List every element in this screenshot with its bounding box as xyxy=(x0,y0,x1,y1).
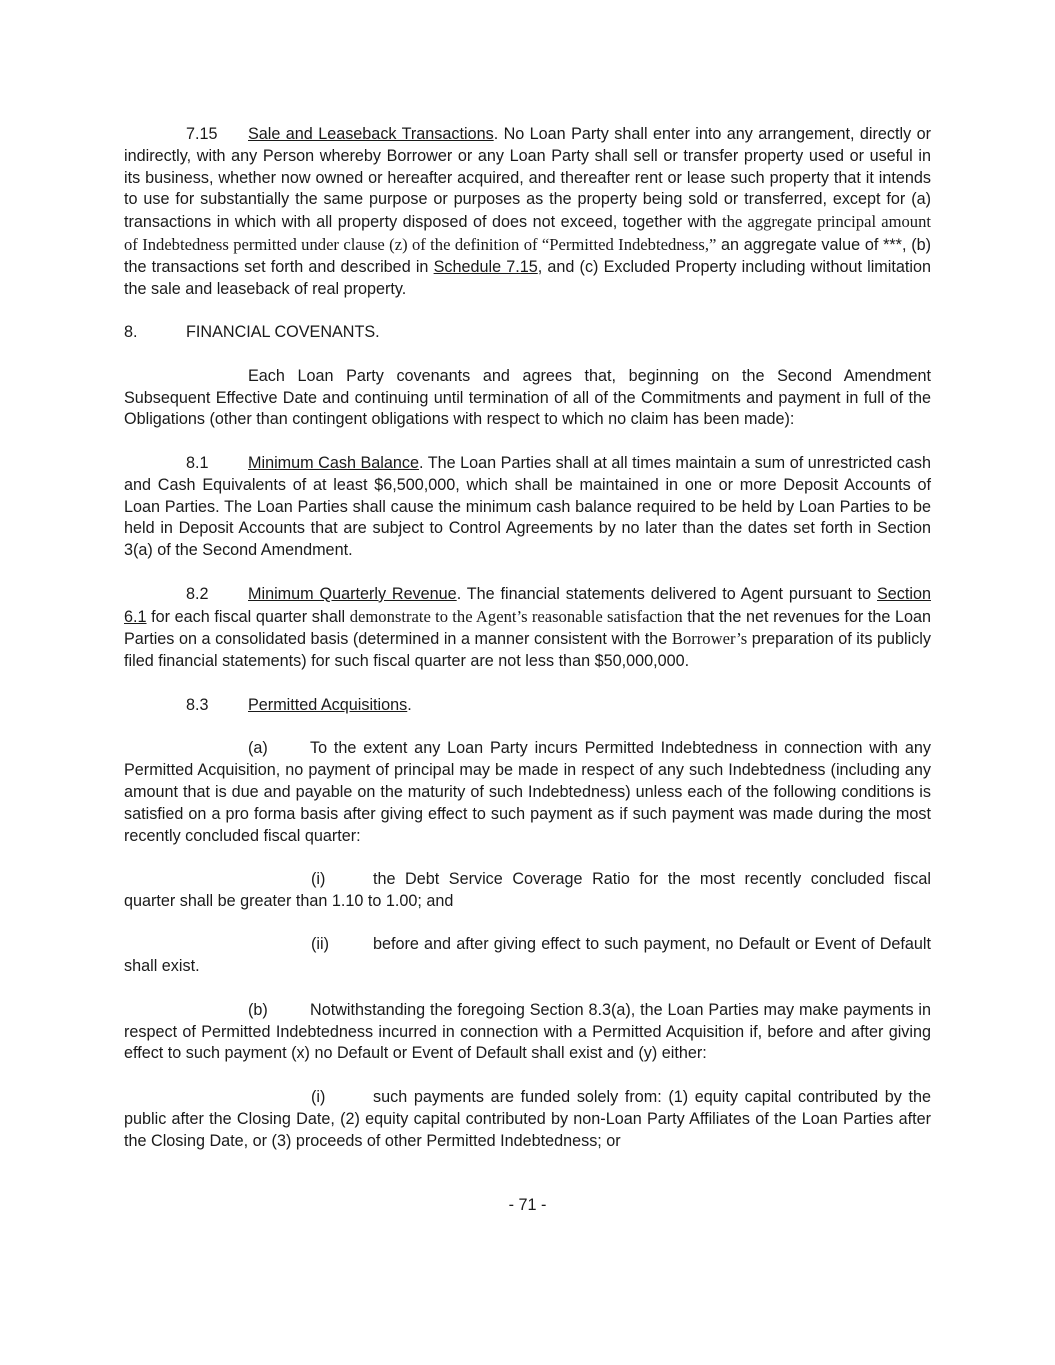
section-8-2-text-b: for each fiscal quarter shall xyxy=(146,607,350,626)
section-8-3-b-i-text: such payments are funded solely from: (1) equity capital contributed by the public after the Closing Date, (2) equity capital contributed by non-Loan Party Affiliates of the Loan Parties after the Closing Date, or (3) proceeds of other Permitted Indebtedness; or xyxy=(124,1088,931,1150)
section-7-15-title: Sale and Leaseback Transactions xyxy=(248,125,494,143)
section-8-2-title: Minimum Quarterly Revenue xyxy=(248,584,457,603)
section-8-2-number: 8.2 xyxy=(186,584,209,603)
section-8-3-a-label: (a) xyxy=(248,739,268,758)
section-8-3-heading xyxy=(124,695,931,717)
section-8-3-b-label: (b) xyxy=(248,1000,268,1019)
section-8-3-number: 8.3 xyxy=(186,695,209,714)
section-8-2-text-serif: demonstrate to the Agent’s reasonable satisfaction xyxy=(349,606,683,626)
schedule-7-15-reference: Schedule 7.15 xyxy=(433,257,538,276)
section-8-3-a-paragraph xyxy=(124,738,931,847)
section-7-15-text-a: . No Loan Party shall enter into any arrangement, directly or indirectly, with any Person whereby Borrower or any Loan Party shall sell or transfer property used or useful in its business, whether now owned or hereafter acquired, and thereafter rent or lease such property that it intends to use for substantially the same purpose or purposes as the property being sold or transferred, except for (a) transactions in which with all property disposed of does not exceed, together with xyxy=(124,125,931,232)
section-8-heading xyxy=(124,322,931,344)
section-8-2-text-d: preparation of its publicly filed financial statements) for such fiscal quarter are not less than $50,000,000. xyxy=(124,630,931,671)
section-8-number: 8. xyxy=(124,323,138,342)
section-8-title: FINANCIAL COVENANTS. xyxy=(186,323,380,342)
section-6-1-reference: Section 6.1 xyxy=(124,584,931,626)
section-8-2-text-serif2: Borrower’s xyxy=(671,629,748,649)
section-8-intro: Each Loan Party covenants and agrees that, beginning on the Second Amendment Subsequent Effective Date and continuing until termination of all of the Commitments and payment in full of the Obligations (other than contingent obligations with respect to which no claim has been made): xyxy=(124,366,931,429)
section-8-3-b-i-paragraph xyxy=(124,1087,931,1152)
section-8-1-title: Minimum Cash Balance xyxy=(248,453,419,472)
section-7-15-paragraph xyxy=(124,124,931,300)
section-8-3-b-i-label: (i) xyxy=(311,1088,326,1107)
section-7-15-text-serif: the aggregate principal amount of Indebtedness permitted under clause (z) of the definition of “Permitted Indebtedness,” xyxy=(124,212,931,254)
section-8-3-a-i-paragraph xyxy=(124,869,931,913)
section-8-3-a-ii-label: (ii) xyxy=(311,935,329,954)
section-8-3-a-text: To the extent any Loan Party incurs Permitted Indebtedness in connection with any Permitted Acquisition, no payment of principal may be made in respect of any such Indebtedness (including any amount that is due and payable on the maturity of such Indebtedness) unless each of the following conditions is satisfied on a pro forma basis after giving effect to such payment as if such payment was made during the most recently concluded fiscal quarter: xyxy=(124,739,931,845)
section-8-1-text: . The Loan Parties shall at all times maintain a sum of unrestricted cash and Cash Equivalents of at least $6,500,000, which shall be maintained in one or more Deposit Accounts of Loan Parties. The Loan Parties shall cause the minimum cash balance required to be held by Loan Parties to be held in Deposit Accounts that are subject to Control Agreements by no later than the dates set forth in Section 3(a) of the Second Amendment. xyxy=(124,453,932,560)
section-8-3-title-suffix: . xyxy=(407,695,412,714)
section-8-3-b-paragraph xyxy=(124,1000,931,1065)
document-body xyxy=(124,124,931,1152)
section-8-3-b-text: Notwithstanding the foregoing Section 8.3(a), the Loan Parties may make payments in respect of Permitted Indebtedness incurred in connection with a Permitted Acquisition if, before and after giving effect to such payment (x) no Default or Event of Default shall exist and (y) either: xyxy=(124,1000,931,1063)
page-number: - 71 - xyxy=(508,1196,547,1214)
section-8-1-number: 8.1 xyxy=(186,453,209,472)
section-8-3-a-i-label: (i) xyxy=(311,870,326,889)
section-8-3-a-ii-paragraph xyxy=(124,934,931,978)
section-8-3-a-i-text: the Debt Service Coverage Ratio for the most recently concluded fiscal quarter shall be greater than 1.10 to 1.00; and xyxy=(124,870,931,910)
section-7-15-number: 7.15 xyxy=(186,125,218,143)
section-8-1-paragraph xyxy=(124,453,931,562)
section-8-2-text-a: . The financial statements delivered to Agent pursuant to xyxy=(456,584,877,603)
section-8-2-text-c: that the net revenues for the Loan Parties on a consolidated basis (determined in a manner consistent with the xyxy=(124,607,932,649)
section-7-15-text-b: an aggregate value of ***, (b) the transactions set forth and described in xyxy=(124,235,931,276)
section-8-2-paragraph xyxy=(124,584,931,673)
section-8-3-title: Permitted Acquisitions xyxy=(248,695,408,714)
section-8-3-a-ii-text: before and after giving effect to such payment, no Default or Event of Default shall exist. xyxy=(124,935,931,976)
section-7-15-text-c: , and (c) Excluded Property including without limitation the sale and leaseback of real property. xyxy=(124,257,931,298)
